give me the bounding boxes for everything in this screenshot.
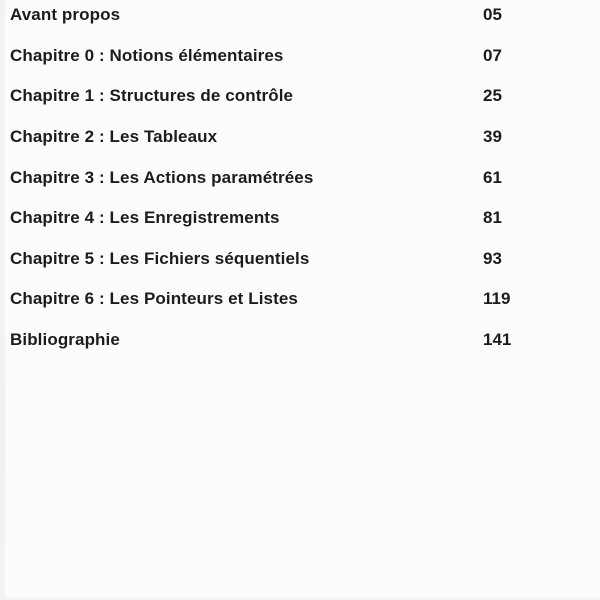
toc-entry-title: Chapitre 5 : Les Fichiers séquentiels [10, 248, 310, 268]
toc-entry-page-number: 05 [483, 5, 502, 25]
toc-entry [10, 0, 600, 36]
toc-entry-title: Chapitre 3 : Les Actions paramétrées [10, 167, 314, 187]
toc-entry-page-number: 119 [483, 289, 511, 309]
toc-entry [10, 279, 600, 320]
toc-entry-page-number: 93 [483, 248, 502, 268]
toc-entry-page-number: 07 [483, 45, 502, 65]
toc-entry [10, 239, 600, 280]
toc-entry-page-number: 39 [483, 127, 502, 147]
toc-entry-page-number: 141 [483, 330, 512, 350]
toc-entry-page-number: 25 [483, 86, 502, 106]
toc-entry [10, 320, 600, 361]
toc-entry-title: Avant propos [10, 5, 121, 25]
toc-entry [10, 36, 600, 77]
toc-entry-title: Chapitre 2 : Les Tableaux [10, 127, 218, 147]
toc-entry-page-number: 81 [483, 208, 502, 228]
toc-entry-title: Chapitre 4 : Les Enregistrements [10, 208, 280, 228]
toc-entry-page-number: 61 [483, 167, 502, 187]
scan-edge-artifact-left [0, 0, 5, 600]
toc-entry-title: Bibliographie [10, 330, 120, 350]
toc-entry [10, 157, 600, 198]
toc-entry [10, 198, 600, 239]
toc-entry-title: Chapitre 0 : Notions élémentaires [10, 45, 284, 65]
toc-entry [10, 117, 600, 158]
table-of-contents [10, 0, 600, 360]
toc-entry [10, 76, 600, 117]
toc-entry-title: Chapitre 1 : Structures de contrôle [10, 86, 294, 106]
toc-entry-title: Chapitre 6 : Les Pointeurs et Listes [10, 289, 298, 309]
